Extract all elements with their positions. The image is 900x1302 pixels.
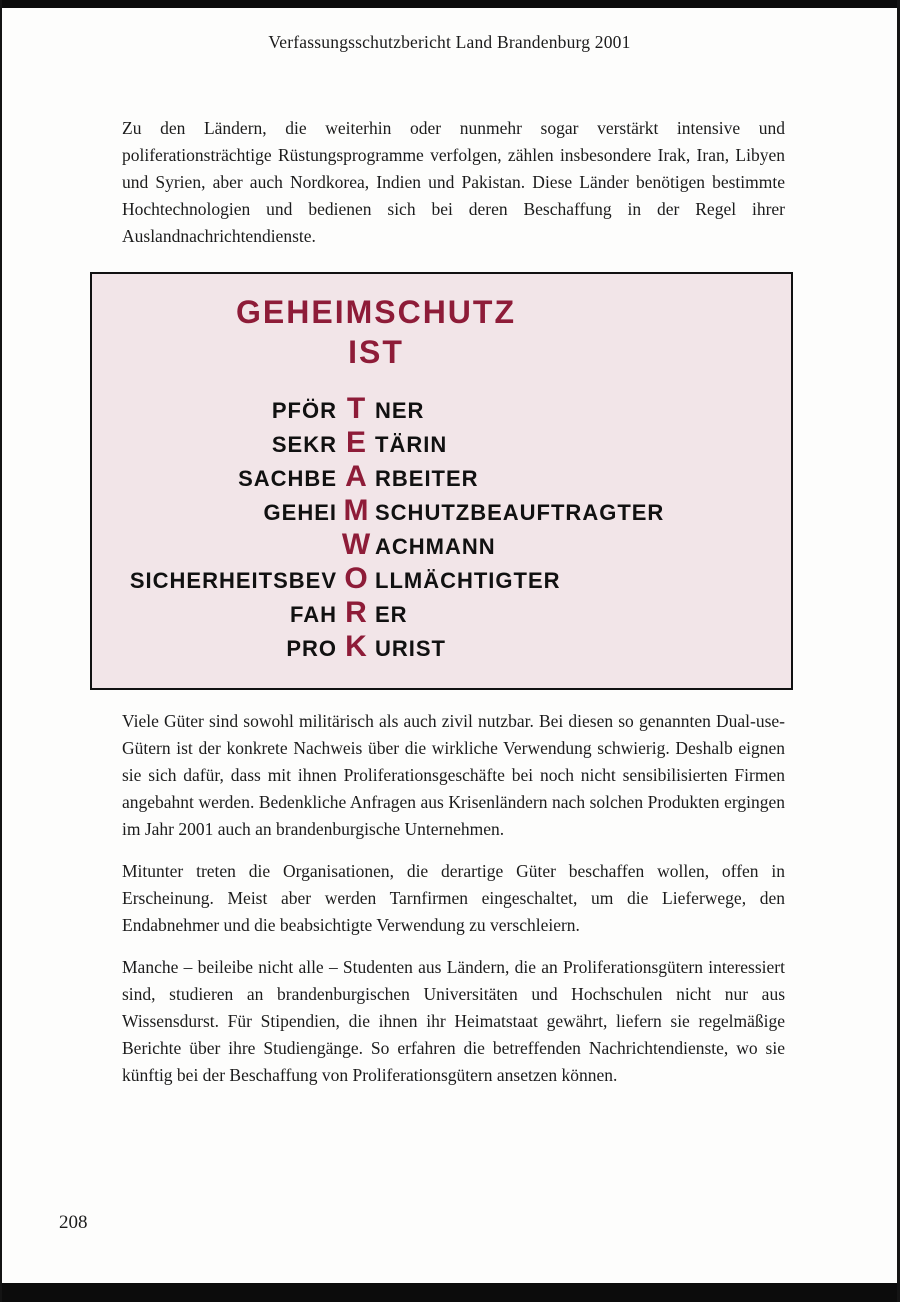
acrostic-prefix: SACHBE <box>238 466 337 491</box>
acrostic-highlight-letter: K <box>345 630 367 663</box>
paragraph-tarnfirmen: Mitunter treten die Organisationen, die derartige Güter beschaffen wollen, offen in Erscheinung. Meist aber werden Tarnfirmen eingeschaltet, um die Lieferwege, den Endabnehmer und die beabsichtigte Verwendung zu verschleiern. <box>122 861 785 935</box>
scan-edge-bottom <box>2 1283 897 1302</box>
paragraph-dual-use: Viele Güter sind sowohl militärisch als auch zivil nutzbar. Bei diesen so genannten Dual-use-Gütern ist der konkrete Nachweis über die wirkliche Verwendung schwierig. Deshalb eignen sie sich dafür, dass mit ihnen Proliferationsgeschäfte bei noch nicht sensibilisierten Firmen angebahnt werden. Bedenkliche Anfragen aus Krisenländern nach solchen Produkten ergingen im Jahr 2001 auch an brandenburgische Unternehmen. <box>122 711 785 839</box>
teamwork-acrostic <box>92 392 791 664</box>
acrostic-prefix: FAH <box>290 602 337 627</box>
acrostic-row-geheimschutzbeauftragter <box>92 494 791 528</box>
body-paragraph-block <box>122 708 785 1089</box>
acrostic-suffix: TÄRIN <box>375 432 448 457</box>
acrostic-highlight-letter: T <box>346 392 366 425</box>
acrostic-row-sicherheitsbevollmaechtigter <box>92 562 791 596</box>
acrostic-prefix: SICHERHEITSBEV <box>129 568 337 593</box>
acrostic-highlight-letter: W <box>341 528 371 561</box>
acrostic-prefix: PRO <box>286 636 337 661</box>
acrostic-highlight-letter: R <box>345 596 367 629</box>
acrostic-row-fahrer <box>92 596 791 630</box>
acrostic-prefix: PFÖR <box>271 398 337 423</box>
acrostic-suffix: LLMÄCHTIGTER <box>375 568 561 593</box>
acrostic-highlight-letter: O <box>344 562 368 595</box>
acrostic-suffix: URIST <box>375 636 446 661</box>
acrostic-prefix: GEHEI <box>263 500 337 525</box>
acrostic-suffix: NER <box>375 398 425 423</box>
paragraph-studenten: Manche – beileibe nicht alle – Studenten aus Ländern, die an Proliferationsgütern interessiert sind, studieren an brandenburgischen Universitäten und Hochschulen nicht nur aus Wissensdurst. Für Stipendien, die ihnen ihr Heimatstaat gewährt, liefern sie regelmäßige Berichte über ihre Studiengänge. So erfahren die betreffenden Nachrichtendienste, wo sie künftig bei der Beschaffung von Proliferationsgütern ansetzen können. <box>122 957 785 1085</box>
geheimschutz-teamwork-box <box>90 272 793 690</box>
acrostic-row-prokurist <box>92 630 791 664</box>
running-header: Verfassungsschutzbericht Land Brandenburg 2001 <box>268 32 631 52</box>
acrostic-row-sekretaerin <box>92 426 791 460</box>
acrostic-prefix: SEKR <box>271 432 337 457</box>
intro-paragraph-block <box>122 115 785 250</box>
acrostic-suffix: SCHUTZBEAUFTRAGTER <box>375 500 665 525</box>
paragraph-intro: Zu den Ländern, die weiterhin oder nunmehr sogar verstärkt intensive und poliferationsträchtige Rüstungsprogramme verfolgen, zählen insbesondere Irak, Iran, Libyen und Syrien, aber auch Nordkorea, Indien und Pakistan. Diese Länder benötigen bestimmte Hochtechnologien und bedienen sich bei deren Beschaffung in der Regel ihrer Auslandnachrichtendienste. <box>122 118 785 246</box>
page-number: 208 <box>59 1212 88 1233</box>
acrostic-row-pfoertner <box>92 392 791 426</box>
acrostic-highlight-letter: E <box>345 426 366 459</box>
acrostic-suffix: ACHMANN <box>375 534 496 559</box>
scan-edge-top <box>2 0 897 8</box>
acrostic-row-wachmann <box>92 528 791 562</box>
box-title-line2: IST <box>348 334 404 370</box>
acrostic-highlight-letter: A <box>345 460 367 493</box>
box-title-line1: GEHEIMSCHUTZ <box>236 294 516 330</box>
acrostic-row-sachbearbeiter <box>92 460 791 494</box>
acrostic-suffix: RBEITER <box>375 466 479 491</box>
acrostic-highlight-letter: M <box>343 494 369 527</box>
acrostic-suffix: ER <box>375 602 408 627</box>
